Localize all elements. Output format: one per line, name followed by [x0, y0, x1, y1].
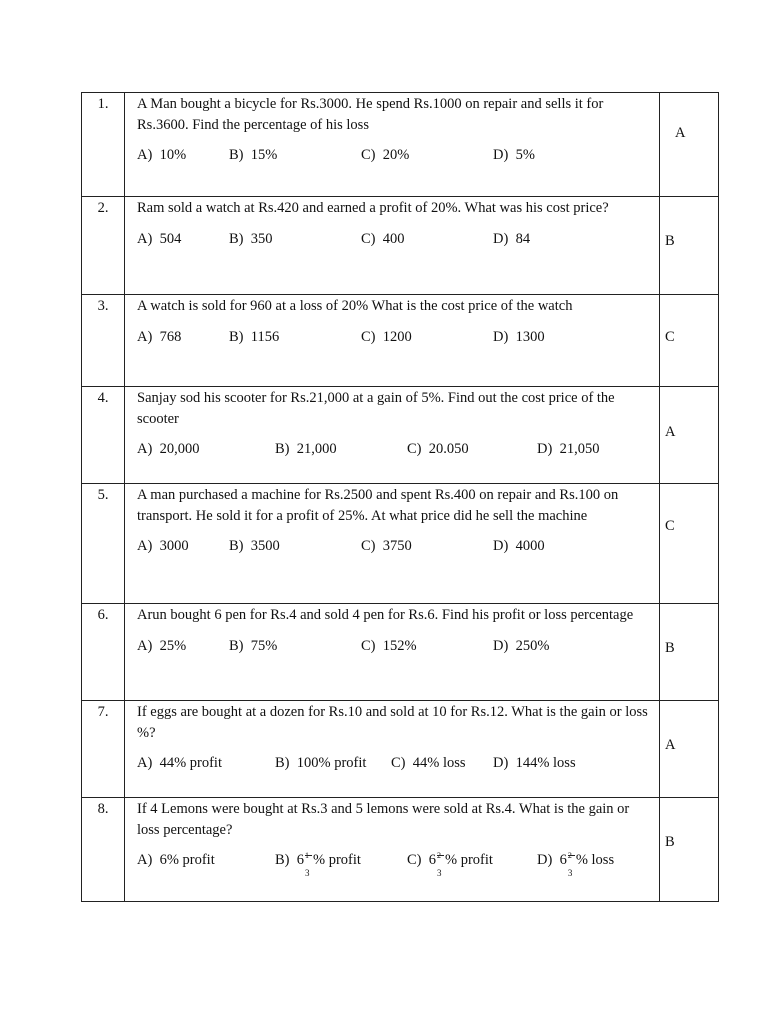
answer-option — [137, 636, 229, 656]
fraction-denominator: 3 — [305, 868, 310, 878]
fraction — [436, 851, 445, 878]
option-label: D) — [493, 637, 509, 654]
option-text: 20% — [382, 147, 410, 163]
answer-option — [229, 145, 361, 165]
option-text: 152% — [382, 637, 417, 654]
option-label: C) — [407, 441, 422, 457]
mixed-number-whole: 6 — [559, 852, 567, 868]
options-row — [137, 636, 653, 656]
answer-key: C — [660, 295, 719, 387]
answer-option — [391, 753, 493, 773]
question-cell — [125, 484, 660, 604]
options-row — [137, 536, 653, 556]
option-text: 21,050 — [559, 441, 600, 457]
question-number: 7. — [82, 701, 125, 798]
answer-option — [137, 145, 229, 165]
option-text: 504 — [159, 230, 182, 247]
fraction-bar — [437, 855, 444, 856]
question-cell — [125, 604, 660, 701]
question-text: Sanjay sod his scooter for Rs.21,000 at a gain of 5%. Find out the cost price of the scooter — [137, 390, 615, 427]
option-text: 3750 — [382, 538, 412, 554]
question-row — [82, 798, 719, 902]
answer-option — [137, 327, 229, 347]
option-label: D) — [493, 755, 509, 771]
answer-option — [229, 536, 361, 556]
option-label: C) — [361, 230, 376, 247]
option-label: C) — [361, 538, 376, 554]
question-row — [82, 484, 719, 604]
question-number: 3. — [82, 295, 125, 387]
option-label: B) — [229, 328, 244, 345]
answer-key: B — [660, 197, 719, 295]
question-table — [81, 92, 719, 902]
answer-option — [137, 439, 275, 459]
options-row — [137, 327, 653, 347]
option-label: C) — [361, 637, 376, 654]
option-text: 84 — [515, 230, 531, 247]
option-label: D) — [537, 852, 553, 868]
options-row — [137, 850, 653, 878]
option-label: C) — [391, 755, 406, 771]
answer-option — [361, 536, 493, 556]
option-label: D) — [537, 441, 553, 457]
option-text: 768 — [159, 328, 182, 345]
question-row — [82, 604, 719, 701]
fraction-denominator: 3 — [437, 868, 442, 878]
answer-option — [537, 850, 637, 878]
options-row — [137, 229, 653, 249]
question-number: 8. — [82, 798, 125, 902]
options-row — [137, 439, 653, 459]
answer-option — [361, 327, 493, 347]
question-text: A man purchased a machine for Rs.2500 and spent Rs.400 on repair and Rs.100 on transport. He sold it for a profit of 25%. At what price did he sell the machine — [137, 487, 619, 524]
mixed-number-whole: 6 — [428, 852, 436, 868]
option-label: A) — [137, 441, 153, 457]
option-text: % profit — [313, 852, 361, 868]
question-row — [82, 701, 719, 798]
option-text: 44% profit — [159, 755, 222, 771]
option-text: 44% loss — [412, 755, 466, 771]
option-text: 5% — [515, 147, 535, 163]
option-text: % profit — [445, 852, 493, 868]
question-cell — [125, 93, 660, 197]
answer-option — [229, 229, 361, 249]
answer-option — [137, 850, 275, 870]
option-text: 1156 — [250, 328, 280, 345]
mixed-number-whole: 6 — [296, 852, 304, 868]
option-label: D) — [493, 538, 509, 554]
option-label: B) — [229, 230, 244, 247]
option-text: 20,000 — [159, 441, 200, 457]
answer-option — [537, 439, 637, 459]
answer-key: A — [660, 387, 719, 484]
option-label: B) — [275, 852, 290, 868]
answer-option — [493, 536, 637, 556]
option-text: 75% — [250, 637, 278, 654]
option-label: A) — [137, 328, 153, 345]
answer-option — [275, 850, 407, 878]
option-text: 15% — [250, 147, 278, 163]
fraction-numerator: 1 — [305, 851, 309, 860]
option-text: 250% — [515, 637, 550, 654]
fraction — [567, 851, 576, 878]
answer-option — [137, 229, 229, 249]
answer-option — [493, 229, 637, 249]
answer-key: A — [660, 93, 719, 197]
option-label: D) — [493, 147, 509, 163]
answer-key: A — [660, 701, 719, 798]
option-label: A) — [137, 852, 153, 868]
question-number: 5. — [82, 484, 125, 604]
option-label: A) — [137, 538, 153, 554]
question-cell — [125, 295, 660, 387]
question-row — [82, 93, 719, 197]
answer-key: B — [660, 798, 719, 902]
option-label: A) — [137, 637, 153, 654]
question-row — [82, 387, 719, 484]
option-label: B) — [275, 755, 290, 771]
option-text: 350 — [250, 230, 273, 247]
option-text: 3500 — [250, 538, 280, 554]
question-text: If 4 Lemons were bought at Rs.3 and 5 lemons were sold at Rs.4. What is the gain or loss percentage? — [137, 801, 630, 838]
options-row — [137, 145, 653, 165]
option-text: 100% profit — [296, 755, 367, 771]
answer-option — [361, 229, 493, 249]
answer-option — [493, 145, 637, 165]
answer-option — [137, 536, 229, 556]
answer-option — [407, 850, 537, 878]
answer-option — [493, 636, 637, 656]
answer-option — [361, 145, 493, 165]
option-label: A) — [137, 147, 153, 163]
question-text: If eggs are bought at a dozen for Rs.10 and sold at 10 for Rs.12. What is the gain or loss %? — [137, 704, 648, 741]
answer-key: C — [660, 484, 719, 604]
option-text: 4000 — [515, 538, 545, 554]
question-row — [82, 295, 719, 387]
option-label: A) — [137, 230, 153, 247]
options-row — [137, 753, 653, 773]
option-label: B) — [275, 441, 290, 457]
fraction-numerator: 2 — [567, 851, 572, 860]
fraction-bar — [305, 855, 312, 856]
option-text: 25% — [159, 637, 187, 654]
question-number: 6. — [82, 604, 125, 701]
question-text: A Man bought a bicycle for Rs.3000. He spend Rs.1000 on repair and sells it for Rs.3600. Find the percentage of his loss — [137, 96, 604, 133]
option-label: C) — [361, 328, 376, 345]
option-label: D) — [493, 230, 509, 247]
option-label: B) — [229, 147, 244, 163]
option-text: 10% — [159, 147, 187, 163]
fraction-numerator: 2 — [437, 851, 441, 860]
option-label: A) — [137, 755, 153, 771]
fraction-denominator: 3 — [567, 868, 573, 878]
question-text: Arun bought 6 pen for Rs.4 and sold 4 pen for Rs.6. Find his profit or loss percentage — [137, 607, 634, 623]
question-cell — [125, 798, 660, 902]
question-text: Ram sold a watch at Rs.420 and earned a profit of 20%. What was his cost price? — [137, 200, 609, 216]
option-label: C) — [407, 852, 422, 868]
question-number: 1. — [82, 93, 125, 197]
question-number: 4. — [82, 387, 125, 484]
answer-key: B — [660, 604, 719, 701]
option-text: 1300 — [515, 328, 545, 345]
option-label: C) — [361, 147, 376, 163]
option-text: 144% loss — [515, 755, 576, 771]
option-text: 3000 — [159, 538, 189, 554]
answer-option — [137, 753, 275, 773]
fraction — [304, 851, 313, 878]
question-cell — [125, 701, 660, 798]
answer-option — [229, 327, 361, 347]
option-label: D) — [493, 328, 509, 345]
answer-option — [275, 753, 391, 773]
answer-option — [361, 636, 493, 656]
fraction-bar — [568, 855, 575, 856]
option-text: % loss — [575, 852, 615, 868]
option-text: 400 — [382, 230, 405, 247]
answer-option — [493, 753, 637, 773]
question-cell — [125, 197, 660, 295]
option-text: 20.050 — [428, 441, 469, 457]
question-row — [82, 197, 719, 295]
answer-option — [229, 636, 361, 656]
answer-option — [275, 439, 407, 459]
option-text: 1200 — [382, 328, 412, 345]
question-cell — [125, 387, 660, 484]
option-text: 21,000 — [296, 441, 337, 457]
answer-option — [493, 327, 637, 347]
option-label: B) — [229, 538, 244, 554]
option-text: 6% profit — [159, 852, 215, 868]
question-number: 2. — [82, 197, 125, 295]
question-text: A watch is sold for 960 at a loss of 20% What is the cost price of the watch — [137, 298, 573, 314]
option-label: B) — [229, 637, 244, 654]
answer-option — [407, 439, 537, 459]
